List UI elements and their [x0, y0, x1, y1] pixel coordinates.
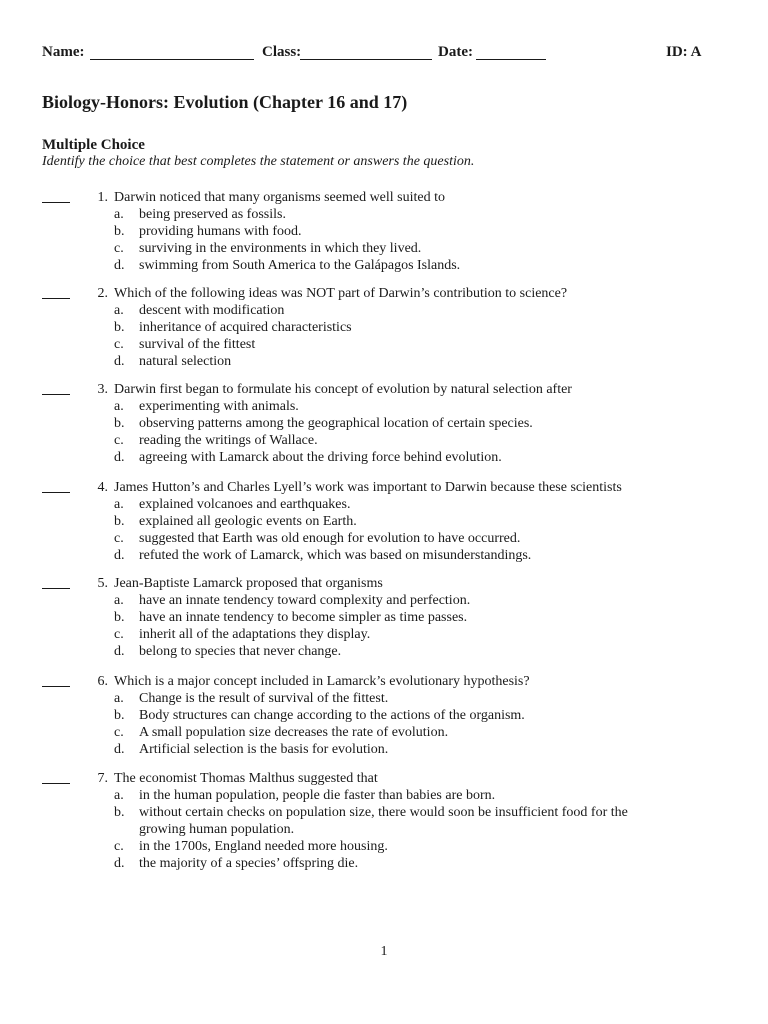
choice-c — [42, 626, 682, 643]
class-blank — [300, 59, 432, 60]
choice-letter: c. — [114, 337, 124, 352]
choice-d — [42, 353, 682, 370]
answer-blank — [42, 588, 70, 589]
date-label: Date: — [438, 44, 473, 60]
instructions: Identify the choice that best completes the statement or answers the question. — [42, 154, 475, 169]
choice-text: have an innate tendency toward complexity and perfection. — [139, 593, 471, 608]
choice-text: Body structures can change according to the actions of the organism. — [139, 708, 525, 723]
choice-a — [42, 398, 682, 415]
choice-letter: a. — [114, 691, 124, 706]
choice-text: observing patterns among the geographical location of certain species. — [139, 416, 533, 431]
question-text: Darwin first began to formulate his concept of evolution by natural selection after — [114, 382, 572, 397]
choice-text: being preserved as fossils. — [139, 207, 286, 222]
choice-text: survival of the fittest — [139, 337, 256, 352]
question-1 — [42, 189, 682, 274]
choice-letter: a. — [114, 207, 124, 222]
choice-b — [42, 513, 682, 530]
header — [42, 44, 722, 64]
choice-text: suggested that Earth was old enough for evolution to have occurred. — [139, 531, 521, 546]
choice-letter: b. — [114, 320, 125, 335]
choice-a — [42, 787, 682, 804]
question-text: The economist Thomas Malthus suggested that — [114, 771, 378, 786]
question-text: Which of the following ideas was NOT part of Darwin’s contribution to science? — [114, 286, 568, 301]
choice-a — [42, 496, 682, 513]
choice-letter: b. — [114, 708, 125, 723]
choice-text: in the 1700s, England needed more housing. — [139, 839, 388, 854]
choice-letter: b. — [114, 224, 125, 239]
question-text: Which is a major concept included in Lamarck’s evolutionary hypothesis? — [114, 674, 530, 689]
question-number: 1. — [97, 190, 108, 205]
choice-b — [42, 415, 682, 432]
question-3 — [42, 381, 682, 466]
choice-text: explained all geologic events on Earth. — [139, 514, 357, 529]
choice-d — [42, 741, 682, 758]
answer-blank — [42, 394, 70, 395]
choice-text: belong to species that never change. — [139, 644, 342, 659]
choice-a — [42, 302, 682, 319]
choice-letter: b. — [114, 610, 125, 625]
choice-letter: c. — [114, 839, 124, 854]
choice-letter: b. — [114, 514, 125, 529]
choice-letter: c. — [114, 433, 124, 448]
choice-letter: d. — [114, 644, 125, 659]
choice-d — [42, 643, 682, 660]
choice-c — [42, 838, 682, 855]
question-text: Jean-Baptiste Lamarck proposed that organisms — [114, 576, 383, 591]
question-text: Darwin noticed that many organisms seemed well suited to — [114, 190, 446, 205]
question-text: James Hutton’s and Charles Lyell’s work was important to Darwin because these scientists — [114, 480, 622, 495]
choice-d — [42, 257, 682, 274]
choice-letter: b. — [114, 416, 125, 431]
class-label: Class: — [262, 44, 302, 60]
choice-text: explained volcanoes and earthquakes. — [139, 497, 351, 512]
choice-letter: d. — [114, 742, 125, 757]
choice-a — [42, 690, 682, 707]
choice-c — [42, 432, 682, 449]
question-number: 5. — [97, 576, 108, 591]
section-title: Multiple Choice — [42, 137, 145, 153]
choice-letter: d. — [114, 258, 125, 273]
choice-text: swimming from South America to the Galápagos Islands. — [139, 258, 461, 273]
question-2 — [42, 285, 682, 370]
choice-a — [42, 206, 682, 223]
answer-blank — [42, 783, 70, 784]
choice-c — [42, 724, 682, 741]
question-5 — [42, 575, 682, 660]
choice-text: refuted the work of Lamarck, which was based on misunderstandings. — [139, 548, 532, 563]
choice-c — [42, 530, 682, 547]
question-number: 6. — [97, 674, 108, 689]
id-label: ID: A — [666, 44, 702, 60]
page-number: 1 — [380, 944, 388, 959]
choice-letter: a. — [114, 593, 124, 608]
choice-text: inherit all of the adaptations they display. — [139, 627, 371, 642]
answer-blank — [42, 202, 70, 203]
choice-b — [42, 804, 682, 838]
question-4 — [42, 479, 682, 564]
choice-d — [42, 855, 682, 872]
choice-letter: c. — [114, 241, 124, 256]
question-6 — [42, 673, 682, 758]
choice-letter: c. — [114, 627, 124, 642]
choice-b — [42, 223, 682, 240]
choice-text: A small population size decreases the rate of evolution. — [139, 725, 449, 740]
choice-text: natural selection — [139, 354, 232, 369]
choice-letter: a. — [114, 303, 124, 318]
choice-text: surviving in the environments in which they lived. — [139, 241, 422, 256]
choice-b — [42, 609, 682, 626]
question-number: 7. — [97, 771, 108, 786]
choice-letter: a. — [114, 497, 124, 512]
choice-letter: b. — [114, 805, 125, 820]
date-blank — [476, 59, 546, 60]
choice-letter: a. — [114, 399, 124, 414]
choice-text: without certain checks on population size, there would soon be insufficient food for the growing human population. — [139, 805, 628, 837]
choice-letter: d. — [114, 856, 125, 871]
choice-d — [42, 449, 682, 466]
answer-blank — [42, 686, 70, 687]
choice-c — [42, 240, 682, 257]
choice-c — [42, 336, 682, 353]
choice-text: Artificial selection is the basis for evolution. — [139, 742, 389, 757]
choice-letter: d. — [114, 450, 125, 465]
choice-text: in the human population, people die faster than babies are born. — [139, 788, 496, 803]
choice-a — [42, 592, 682, 609]
choice-d — [42, 547, 682, 564]
question-7 — [42, 770, 682, 872]
choice-text: Change is the result of survival of the fittest. — [139, 691, 389, 706]
answer-blank — [42, 492, 70, 493]
choice-text: the majority of a species’ offspring die. — [139, 856, 359, 871]
question-number: 4. — [97, 480, 108, 495]
name-blank — [90, 59, 254, 60]
choice-letter: d. — [114, 548, 125, 563]
choice-text: inheritance of acquired characteristics — [139, 320, 352, 335]
choice-text: reading the writings of Wallace. — [139, 433, 318, 448]
choice-text: descent with modification — [139, 303, 285, 318]
choice-text: providing humans with food. — [139, 224, 302, 239]
name-label: Name: — [42, 44, 85, 60]
question-number: 3. — [97, 382, 108, 397]
question-number: 2. — [97, 286, 108, 301]
choice-text: agreeing with Lamarck about the driving force behind evolution. — [139, 450, 502, 465]
choice-text: experimenting with animals. — [139, 399, 299, 414]
choice-letter: d. — [114, 354, 125, 369]
choice-letter: c. — [114, 531, 124, 546]
choice-letter: a. — [114, 788, 124, 803]
answer-blank — [42, 298, 70, 299]
choice-b — [42, 707, 682, 724]
choice-letter: c. — [114, 725, 124, 740]
choice-b — [42, 319, 682, 336]
choice-text: have an innate tendency to become simpler as time passes. — [139, 610, 468, 625]
page-title: Biology-Honors: Evolution (Chapter 16 and 17) — [42, 92, 408, 112]
